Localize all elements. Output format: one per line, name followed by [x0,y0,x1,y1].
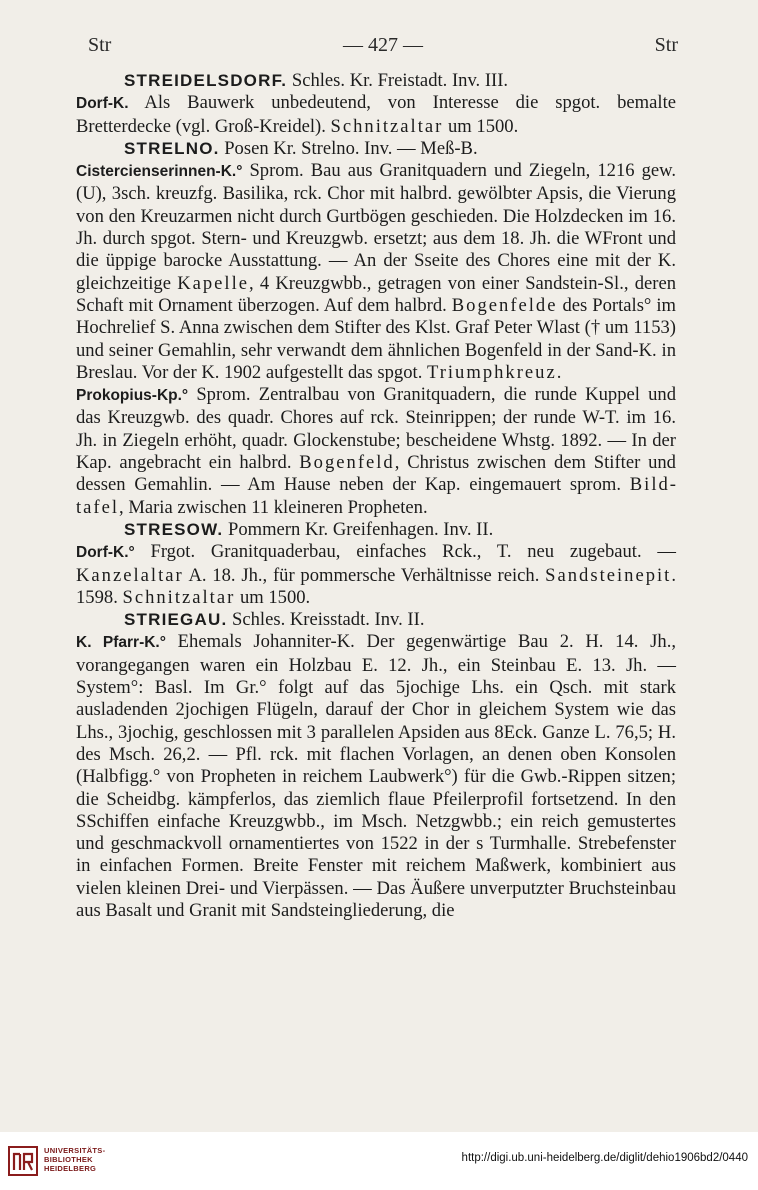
library-seal-icon [8,1146,38,1176]
spaced-term: Schnitzaltar [122,586,236,608]
entry-text: um 1500. [235,586,311,608]
entry-text: . 1598. [76,564,676,608]
place-details: Posen Kr. Strelno. Inv. — Meß-B. [219,137,478,159]
place-name: STRIEGAU. [124,610,228,630]
entry-text: Ehemals Johanniter-K. Der gegenwärtige Bau 2. H. 14. Jh., vorangegangen waren ein Holzbau E. 12. Jh., ein Steinbau E. 13. Jh. — System°: Basl. Im Gr.° folgt auf das 5jochige Lhs. ein Qsch. mit stark ausladenden 2jochigen Flügeln, darauf der Chor in gleichem System wie das Lhs., 3jochig, geschlossen mit 3 parallelen Apsiden aus 8Eck. Ganze L. 76,5; H. des Msch. 26,2. — Pfl. rck. mit flachen Vorlagen, an denen oben Konsolen (Halbfigg.° von Propheten in reichem Laubwerk°) für die Gwb.-Rippen sitzen; die Scheidbg. kämpferlos, das ziemlich flaue Pfeilerprofil fortsetzend. In den SSchiffen einfache Kreuzgwbb., im Msch. Netzgwbb.; ein reich gemustertes und geschmackvoll ornamentiertes von 1522 in der s Turmhalle. Strebefenster in einfachen Formen. Breite Fenster mit reichem Maßwerk, kombiniert aus vielen kleinen Drei- und Vierpässen. — Das Äußere unverputzter Bruchsteinbau aus Basalt und Granit mit Sandsteingliederung, die [76,631,676,921]
entry-text: , Maria zwischen 11 kleineren Propheten. [119,496,428,518]
building-heading: Dorf-K. [76,95,129,113]
entry-paragraph [76,92,676,138]
library-name-line: HEIDELBERG [44,1164,97,1173]
place-heading-strelno [76,138,676,160]
entry-text: A. 18. Jh., für pommersche Verhältnisse reich. [183,564,546,586]
page-header [88,34,678,56]
running-head-left: Str [88,34,112,56]
page-body [76,70,676,922]
building-heading: Dorf-K.° [76,544,135,562]
entry-text: Als Bauwerk unbedeutend, von Interesse die spgot. bemalte Bretterdecke (vgl. Groß-Kreidel). [76,92,676,137]
entry-text: , 4 Kreuzgwbb., getragen von einer Sandstein-Sl., deren Schaft mit Ornament überzogen. Auf dem halbrd. [76,272,677,316]
entry-text: Sprom. Bau aus Granitquadern und Ziegeln, 1216 gew. (U), 3sch. kreuzfg. Basilika, rck. Chor mit halbrd. gewölbter Apsis, die Vierung von den Kreuzarmen nicht durch Gurtbögen geschieden. Die Holzdecken im 16. Jh. durch spgot. Stern- und Kreuzgwb. ersetzt; aus dem 18. Jh. die WFront und die üppige barocke Ausstattung. — An der Sseite des Chores eine mit der K. gleichzeitige [76,160,676,294]
place-details: Pommern Kr. Greifenhagen. Inv. II. [223,518,494,540]
entry-paragraph [76,160,676,384]
place-name: STREIDELSDORF. [124,71,288,90]
spaced-term: Bogenfelde [451,294,558,316]
entry-paragraph [76,541,676,609]
entry-text: Sprom. Zentralbau von Granitquadern, die runde Kuppel und das Kreuzgwb. des quadr. Chores auf rck. Steinrippen; der runde W-T. im 16. Jh. in Ziegeln erhöht, quadr. Glockenstube; bescheidene Whstg. 1892. — In der Kap. angebracht ein halbrd. [76,384,676,474]
page-number: — 427 — [343,34,423,56]
library-name [44,1146,105,1173]
digitization-footer [0,1132,758,1190]
entry-paragraph [76,384,676,519]
entry-text: Frgot. Granitquaderbau, einfaches Rck., T. neu zugebaut. — [134,541,676,563]
building-heading: Cistercienserinnen-K.° [76,163,243,181]
spaced-term: Schnitzaltar [330,115,444,137]
library-name-line: BIBLIOTHEK [44,1155,93,1164]
spaced-term: Bogenfeld [299,452,395,474]
spaced-term: Sandsteinepit [545,564,672,586]
spaced-term: Triumphkreuz [427,361,557,383]
spaced-term: Bildtafel [76,474,676,518]
entry-text: , Christus zwischen dem Stifter und dessen Gemahlin. — Am Hause neben der Kap. eingemauert sprom. [76,452,676,496]
entry-text: des Portals° im Hochrelief S. Anna zwischen dem Stifter des Klst. Graf Peter Wlast († um 1153) und seiner Gemahlin, sehr verwandt dem ähnlichen Bogenfeld in der Sand-K. in Breslau. Vor der K. 1902 aufgestellt das spgot. [76,294,676,383]
building-heading: K. Pfarr-K.° [76,634,166,652]
spaced-term: Kanzelaltar [76,564,184,586]
place-details: Schles. Kreisstadt. Inv. II. [227,609,425,631]
place-details: Schles. Kr. Freistadt. Inv. III. [287,70,509,91]
place-name: STRESOW. [124,519,224,539]
entry-text: um 1500. [443,115,519,137]
building-heading: Prokopius-Kp.° [76,387,189,405]
entry-paragraph [76,631,676,922]
running-head-right: Str [654,34,678,56]
place-heading-striegau [76,609,676,631]
source-url-link[interactable]: http://digi.ub.uni-heidelberg.de/diglit/dehio1906bd2/0440 [461,1152,748,1164]
library-logo[interactable] [8,1142,128,1182]
entry-text: . [556,361,562,383]
library-name-line: UNIVERSITÄTS- [44,1146,106,1155]
place-heading-stresow [76,519,676,541]
place-heading-streidelsdorf [76,70,676,92]
place-name: STRELNO. [124,138,220,158]
spaced-term: Kapelle [177,272,250,294]
